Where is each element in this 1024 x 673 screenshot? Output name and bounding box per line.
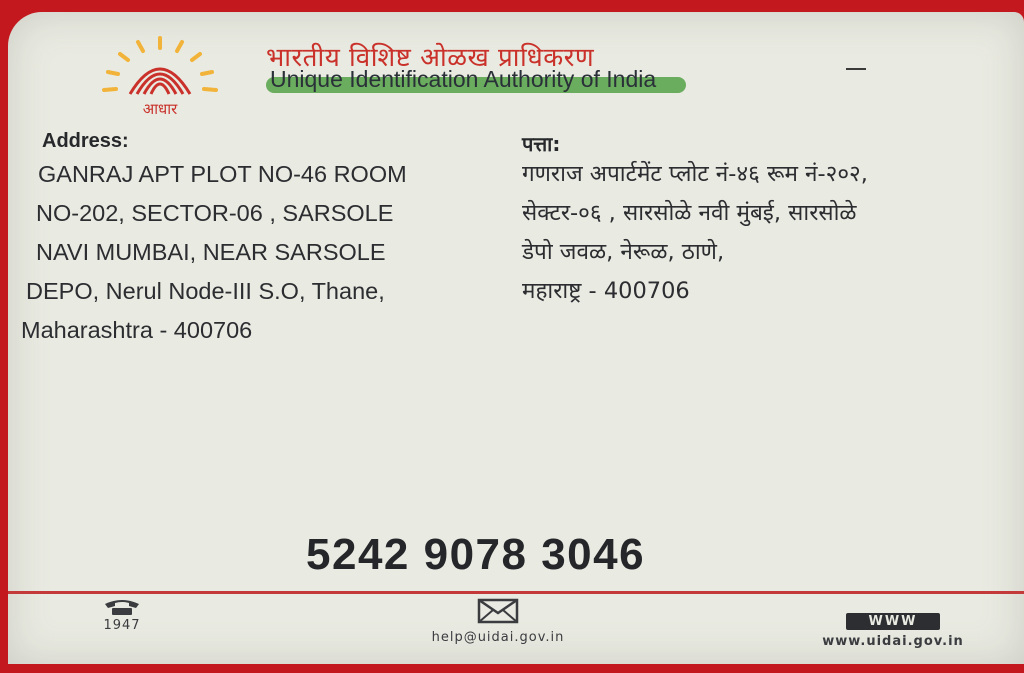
footer-email	[378, 598, 618, 645]
telephone-icon	[102, 598, 142, 616]
aadhaar-logo-icon	[90, 32, 230, 122]
footer-phone	[92, 598, 152, 633]
address-label-mr: पत्ता:	[522, 132, 561, 156]
address-mr-line: सेक्टर-०६ , सारसोळे नवी मुंबई, सारसोळे	[522, 200, 857, 226]
footer-website	[778, 610, 1008, 649]
address-en-line: DEPO, Nerul Node-III S.O, Thane,	[26, 278, 385, 304]
www-badge: WWW	[846, 613, 939, 630]
english-authority-title: Unique Identification Authority of India	[270, 66, 657, 92]
address-mr-line: महाराष्ट्र - 400706	[522, 278, 690, 304]
logo-text: आधार	[142, 100, 178, 118]
phone-number: 1947	[103, 618, 141, 633]
hindi-authority-title: भारतीय विशिष्ट ओळख प्राधिकरण	[266, 38, 594, 74]
website-link[interactable]: www.uidai.gov.in	[822, 634, 964, 649]
email-link[interactable]: help@uidai.gov.in	[431, 630, 565, 645]
address-en-line: Maharashtra - 400706	[21, 317, 253, 343]
address-en-line: NAVI MUMBAI, NEAR SARSOLE	[36, 239, 386, 265]
address-mr-line: डेपो जवळ, नेरूळ, ठाणे,	[522, 239, 725, 265]
address-mr	[522, 155, 868, 311]
address-en	[21, 155, 407, 350]
aadhaar-number: 5242 9078 3046	[306, 530, 646, 579]
address-label-en: Address:	[42, 130, 129, 152]
aadhaar-card-back	[8, 12, 1024, 664]
address-mr-line: गणराज अपार्टमेंट प्लोट नं-४६ रूम नं-२०२,	[522, 161, 868, 187]
address-en-line: GANRAJ APT PLOT NO-46 ROOM	[38, 161, 407, 187]
footer-divider	[8, 591, 1024, 594]
address-en-line: NO-202, SECTOR-06 , SARSOLE	[36, 200, 394, 226]
title-dash	[846, 68, 866, 70]
envelope-icon	[477, 598, 519, 624]
